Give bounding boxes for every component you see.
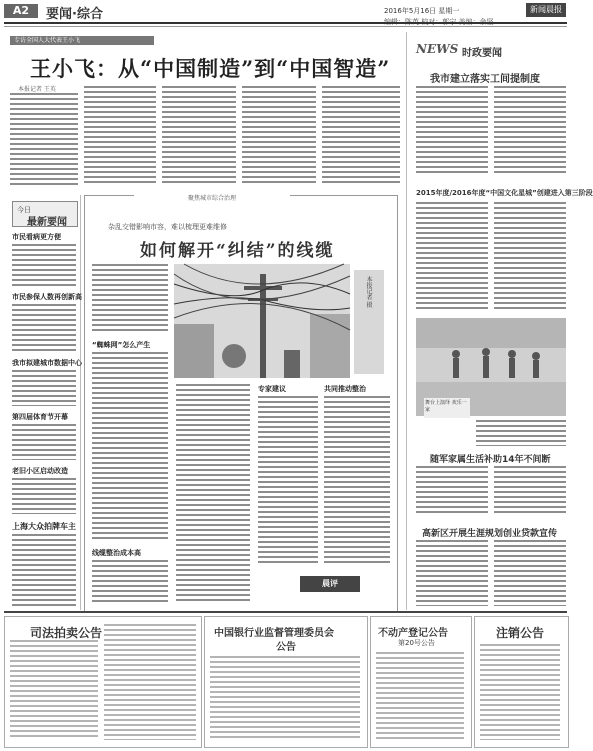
feature-banner: 聚焦城市综合治理 [134,194,290,204]
lead-kicker: 专访全国人大代表王小飞 [10,36,154,45]
section-title: 要闻·综合 [46,7,103,22]
right-headline-4: 随军家属生活补助14年不间断 [430,455,551,465]
notice-title: 不动产登记公告 [378,628,448,639]
brief-text [12,244,76,286]
lead-column-4 [242,86,316,186]
right-text [416,466,488,514]
shanghai-brief-text [12,534,76,606]
shanghai-brief-title: 上海大众拍牌车主 [12,522,76,531]
right-headline-2: 2015年度/2016年度“中国文化星城”创建进入第三阶段 [416,189,593,197]
feature-title: 如何解开“纠结”的线缆 [140,241,335,261]
notice-text [480,644,560,740]
column-divider [406,32,407,610]
right-text [416,86,488,174]
right-headline-5: 高新区开展生涯规划创业贷款宣传 [422,529,558,539]
right-text [476,420,566,446]
feature-kicker: 杂乱交错影响市容，难以梳理更难维修 [108,223,227,231]
notice-text [376,652,464,740]
briefs-header [12,201,78,227]
lead-byline: 本报记者 王英 [18,86,56,93]
feature-subhead: “蜘蛛网”怎么产生 [92,341,151,349]
feature-column-1 [92,264,168,334]
brief-title: 我市拟建城市数据中心 [12,359,82,367]
photo-caption [354,270,384,374]
notice-text [210,656,360,740]
feature-subhead: 共同推动整治 [324,385,366,393]
news-label: 时政要闻 [462,48,502,59]
feature-column-1b [92,352,168,542]
feature-column-4 [324,396,390,566]
notice-title: 司法拍卖公告 [30,626,103,640]
brief-text [12,370,76,406]
column-divider-left [80,195,81,610]
right-text [494,466,566,514]
notice-text [104,624,196,740]
page-number: A2 [4,4,38,18]
right-text [494,202,566,310]
notice-title: 中国银行业监督管理委员会 [214,628,334,639]
right-text [416,202,488,310]
photo-note: 舞台上演绎 欢乐一家 [424,398,470,418]
right-text [416,540,488,606]
brief-text [12,478,76,514]
lead-column-1 [10,93,78,185]
photo-caption-text: 本报记者 摄 [365,276,372,308]
lead-column-5 [322,86,400,186]
issue-date: 2016年5月16日 星期一 [384,7,460,15]
feature-column-2 [176,384,250,602]
notice-title: 注销公告 [496,626,545,640]
feature-subhead: 线缆整治成本高 [92,549,141,557]
header-rule [4,22,567,24]
right-text [494,540,566,606]
brief-title: 老旧小区启动改造 [12,467,68,475]
feature-subhead: 专家建议 [258,385,286,393]
news-cap: NEWS [416,42,459,56]
comment-label: 晨评 [300,576,360,592]
notices-rule [4,611,567,613]
cable-photo [174,264,350,378]
header-subrule [4,26,567,27]
notice-text [10,640,98,740]
right-text [494,86,566,174]
right-headline-1: 我市建立落实工间提制度 [430,74,540,85]
feature-column-1c [92,560,168,604]
briefs-header-small: 今日 [17,206,31,214]
brief-text [12,304,76,352]
paper-logo: 新闻晨报 [526,3,566,17]
notice-subtitle: 第20号公告 [398,639,435,647]
brief-text [12,424,76,460]
brief-title: 第四届体育节开幕 [12,413,68,421]
lead-headline: 王小飞：从“中国制造”到“中国智造” [30,56,391,81]
brief-title: 市民参保人数再创新高 [12,293,82,301]
utility-pole-icon [174,264,350,378]
briefs-header-big: 最新要闻 [27,217,67,228]
lead-column-2 [84,86,156,186]
lead-column-3 [162,86,236,186]
brief-title: 市民看病更方便 [12,233,61,241]
feature-column-3 [258,396,318,566]
notice-subtitle: 公告 [276,642,296,653]
